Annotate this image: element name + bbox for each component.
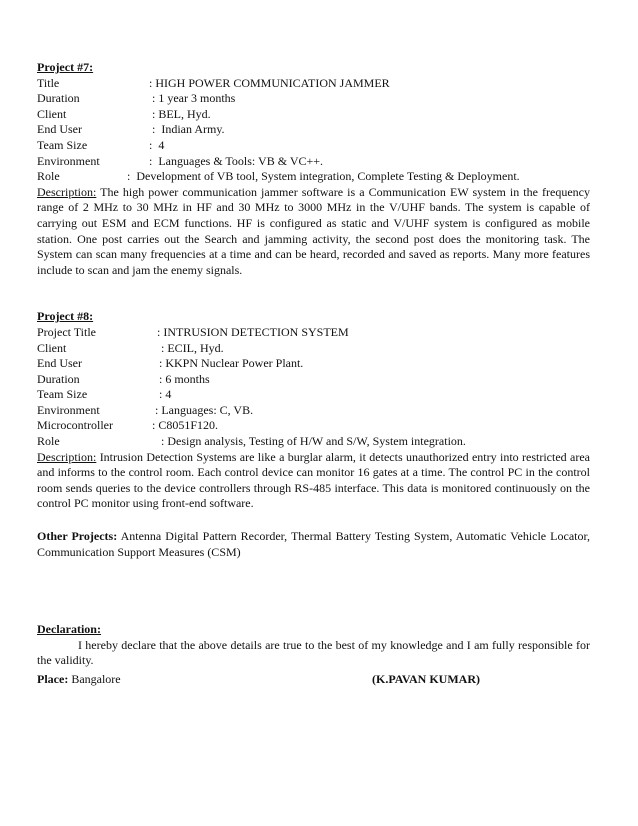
project-7-heading: Project #7:	[37, 60, 94, 74]
other-projects	[37, 529, 590, 560]
detail-label: Team Size	[37, 387, 88, 402]
other-projects-text: Antenna Digital Pattern Recorder, Thermal Battery Testing System, Automatic Vehicle Locator, Communication Support Measures (CSM)	[37, 529, 590, 559]
detail-value: : INTRUSION DETECTION SYSTEM	[157, 324, 349, 339]
detail-row	[37, 356, 590, 372]
detail-label: Environment	[37, 153, 100, 168]
detail-row	[37, 372, 590, 388]
resume-page	[37, 60, 590, 688]
description-text: Intrusion Detection Systems are like a burglar alarm, it detects unauthorized entry into restricted area and informs to the control room. Each control device can monitor 16 gates at a time. The control PC in the control room sends queries to the device controllers through RS-485 interface. This data is monitored continuously on the control PC monitor using front-end software.	[37, 449, 590, 511]
description-label: Description:	[37, 184, 97, 199]
detail-value: : C8051F120.	[152, 418, 219, 433]
detail-label: Client	[37, 340, 67, 355]
detail-label: Microcontroller	[37, 418, 113, 433]
detail-row	[37, 169, 590, 185]
detail-label: Role	[37, 169, 60, 184]
detail-value: : 1 year 3 months	[152, 91, 236, 106]
place-line	[37, 672, 372, 688]
detail-row	[37, 434, 590, 450]
place-value: Bangalore	[68, 672, 121, 686]
detail-value: : 4	[149, 137, 165, 152]
detail-row	[37, 154, 590, 170]
other-projects-label: Other Projects:	[37, 529, 118, 544]
detail-row	[37, 76, 590, 92]
detail-row	[37, 325, 590, 341]
detail-value: : BEL, Hyd.	[152, 106, 211, 121]
detail-row	[37, 91, 590, 107]
detail-value: : Indian Army.	[152, 122, 225, 137]
detail-row	[37, 107, 590, 123]
detail-label: Environment	[37, 402, 100, 417]
detail-row	[37, 122, 590, 138]
detail-row	[37, 418, 590, 434]
detail-value: : Languages & Tools: VB & VC++.	[149, 153, 324, 168]
detail-value: : KKPN Nuclear Power Plant.	[159, 356, 304, 371]
detail-label: Team Size	[37, 137, 88, 152]
detail-label: Client	[37, 106, 67, 121]
declaration-heading: Declaration:	[37, 622, 101, 637]
detail-value: : HIGH POWER COMMUNICATION JAMMER	[149, 75, 390, 90]
detail-row	[37, 403, 590, 419]
detail-value: : ECIL, Hyd.	[161, 340, 224, 355]
project-7-section	[37, 60, 590, 278]
detail-label: Role	[37, 434, 60, 449]
detail-label: End User	[37, 356, 82, 371]
project-8-section	[37, 309, 590, 512]
detail-value: : 4	[159, 387, 172, 402]
place-signature-row	[37, 672, 590, 688]
detail-value: : Languages: C, VB.	[155, 402, 254, 417]
detail-value: : 6 months	[159, 371, 210, 386]
detail-row	[37, 387, 590, 403]
declaration-text: I hereby declare that the above details are true to the best of my knowledge and I am fully responsible for the validity.	[37, 637, 590, 668]
project-8-description	[37, 450, 590, 512]
signature-name: (K.PAVAN KUMAR)	[372, 672, 480, 686]
place-label: Place:	[37, 672, 69, 686]
detail-label: Duration	[37, 371, 80, 386]
detail-row	[37, 138, 590, 154]
project-8-details	[37, 325, 590, 450]
detail-label: Duration	[37, 91, 80, 106]
project-7-description	[37, 185, 590, 279]
declaration-section	[37, 622, 590, 687]
detail-label: End User	[37, 122, 82, 137]
detail-value: : Design analysis, Testing of H/W and S/W, System integration.	[161, 434, 466, 449]
detail-row	[37, 341, 590, 357]
detail-label: Project Title	[37, 324, 97, 339]
detail-label: Title	[37, 75, 60, 90]
project-8-heading: Project #8:	[37, 309, 94, 324]
description-label: Description:	[37, 449, 97, 464]
project-7-details	[37, 76, 590, 185]
detail-value: : Development of VB tool, System integration, Complete Testing & Deployment.	[127, 169, 520, 184]
description-text: The high power communication jammer software is a Communication EW system in the frequency range of 2 MHz to 30 MHz in HF and 30 MHz to 3000 MHz in the V/UHF bands. The system is capable of carrying out ESM and ECM functions. HF is configured as static and V/UHF system is configured as mobile station. One post carries out the Search and jamming activity, the second post does the monitoring task. The System can scan many frequencies at a time and can be heard, recorded and saved as reports. Many more features include to scan and jam the enemy signals.	[37, 184, 590, 277]
